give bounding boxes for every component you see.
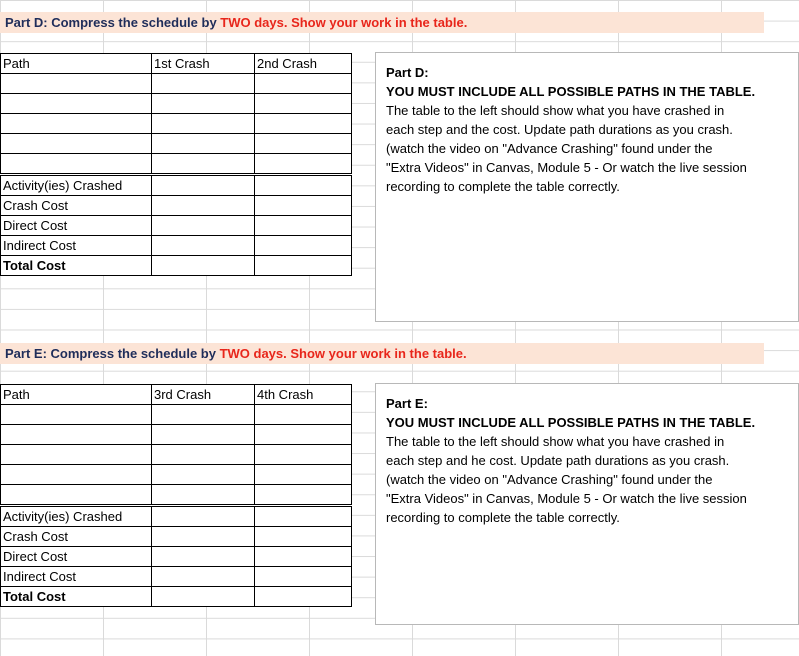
- path-cell[interactable]: [1, 465, 152, 485]
- part-e-header: [0, 343, 764, 364]
- part-e-note-line: "Extra Videos" in Canvas, Module 5 - Or watch the live session: [386, 491, 747, 506]
- crash-cell[interactable]: [255, 216, 352, 236]
- path-header[interactable]: Path: [1, 385, 152, 405]
- crash-cell[interactable]: [152, 506, 255, 527]
- crash-cell[interactable]: [152, 216, 255, 236]
- crash-cell[interactable]: [255, 114, 352, 134]
- path-cell[interactable]: [1, 74, 152, 94]
- path-header[interactable]: Path: [1, 54, 152, 74]
- part-d-note-line: The table to the left should show what you have crashed in: [386, 103, 725, 118]
- path-cell[interactable]: [1, 485, 152, 506]
- part-e-note-line: (watch the video on "Advance Crashing" found under the: [386, 472, 713, 487]
- crash-cell[interactable]: [255, 154, 352, 175]
- part-e-header-prefix: Part E: Compress the schedule by: [5, 346, 220, 361]
- crash-cell[interactable]: [152, 236, 255, 256]
- crash-cell[interactable]: [255, 175, 352, 196]
- part-e-instructions: [375, 383, 799, 625]
- crash-4-header[interactable]: 4th Crash: [255, 385, 352, 405]
- path-cell[interactable]: [1, 154, 152, 175]
- direct-cost-label[interactable]: Direct Cost: [1, 216, 152, 236]
- crash-cell[interactable]: [152, 154, 255, 175]
- crash-cell[interactable]: [255, 405, 352, 425]
- crash-cell[interactable]: [152, 114, 255, 134]
- part-d-note-line: recording to complete the table correctly.: [386, 179, 620, 194]
- part-d-note-line: each step and the cost. Update path durations as you crash.: [386, 122, 733, 137]
- direct-cost-label[interactable]: Direct Cost: [1, 547, 152, 567]
- crash-cell[interactable]: [152, 94, 255, 114]
- indirect-cost-label[interactable]: Indirect Cost: [1, 567, 152, 587]
- part-d-header: [0, 12, 764, 33]
- part-e-note-line: The table to the left should show what you have crashed in: [386, 434, 725, 449]
- crash-cell[interactable]: [255, 567, 352, 587]
- crash-1-header[interactable]: 1st Crash: [152, 54, 255, 74]
- crash-cell[interactable]: [152, 256, 255, 276]
- crash-cell[interactable]: [152, 134, 255, 154]
- part-d-instructions: [375, 52, 799, 322]
- crash-cost-label[interactable]: Crash Cost: [1, 196, 152, 216]
- part-e-note-bold-line: YOU MUST INCLUDE ALL POSSIBLE PATHS IN THE TABLE.: [386, 415, 756, 430]
- path-cell[interactable]: [1, 114, 152, 134]
- part-e-note-title: Part E:: [386, 396, 428, 411]
- crash-cell[interactable]: [152, 485, 255, 506]
- part-d-header-highlight: TWO days. Show your work in the table.: [220, 15, 468, 30]
- crash-cell[interactable]: [255, 134, 352, 154]
- crash-cell[interactable]: [152, 445, 255, 465]
- crash-cell[interactable]: [255, 587, 352, 607]
- part-d-table: [0, 53, 352, 276]
- crash-cell[interactable]: [152, 175, 255, 196]
- crash-cell[interactable]: [152, 196, 255, 216]
- activities-crashed-label[interactable]: Activity(ies) Crashed: [1, 175, 152, 196]
- crash-cell[interactable]: [255, 236, 352, 256]
- activities-crashed-label[interactable]: Activity(ies) Crashed: [1, 506, 152, 527]
- crash-cell[interactable]: [255, 445, 352, 465]
- crash-cell[interactable]: [255, 485, 352, 506]
- crash-cell[interactable]: [152, 425, 255, 445]
- crash-cost-label[interactable]: Crash Cost: [1, 527, 152, 547]
- crash-cell[interactable]: [152, 405, 255, 425]
- total-cost-label[interactable]: Total Cost: [1, 256, 152, 276]
- indirect-cost-label[interactable]: Indirect Cost: [1, 236, 152, 256]
- part-e-note-line: each step and he cost. Update path durations as you crash.: [386, 453, 730, 468]
- part-e-table: [0, 384, 352, 607]
- crash-cell[interactable]: [255, 74, 352, 94]
- crash-cell[interactable]: [152, 547, 255, 567]
- part-d-header-prefix: Part D: Compress the schedule by: [5, 15, 221, 30]
- crash-cell[interactable]: [255, 196, 352, 216]
- crash-cell[interactable]: [152, 587, 255, 607]
- crash-3-header[interactable]: 3rd Crash: [152, 385, 255, 405]
- crash-cell[interactable]: [255, 94, 352, 114]
- path-cell[interactable]: [1, 134, 152, 154]
- crash-cell[interactable]: [255, 465, 352, 485]
- part-d-note-title: Part D:: [386, 65, 429, 80]
- crash-cell[interactable]: [255, 256, 352, 276]
- crash-cell[interactable]: [255, 506, 352, 527]
- crash-cell[interactable]: [152, 465, 255, 485]
- crash-cell[interactable]: [152, 527, 255, 547]
- part-d-note-line: "Extra Videos" in Canvas, Module 5 - Or watch the live session: [386, 160, 747, 175]
- crash-cell[interactable]: [152, 567, 255, 587]
- total-cost-label[interactable]: Total Cost: [1, 587, 152, 607]
- crash-2-header[interactable]: 2nd Crash: [255, 54, 352, 74]
- part-e-note-line: recording to complete the table correctly.: [386, 510, 620, 525]
- crash-cell[interactable]: [255, 547, 352, 567]
- path-cell[interactable]: [1, 405, 152, 425]
- part-d-note-bold-line: YOU MUST INCLUDE ALL POSSIBLE PATHS IN THE TABLE.: [386, 84, 756, 99]
- crash-cell[interactable]: [255, 527, 352, 547]
- part-d-note-line: (watch the video on "Advance Crashing" found under the: [386, 141, 713, 156]
- crash-cell[interactable]: [255, 425, 352, 445]
- path-cell[interactable]: [1, 94, 152, 114]
- path-cell[interactable]: [1, 425, 152, 445]
- path-cell[interactable]: [1, 445, 152, 465]
- part-e-header-highlight: TWO days. Show your work in the table.: [219, 346, 467, 361]
- crash-cell[interactable]: [152, 74, 255, 94]
